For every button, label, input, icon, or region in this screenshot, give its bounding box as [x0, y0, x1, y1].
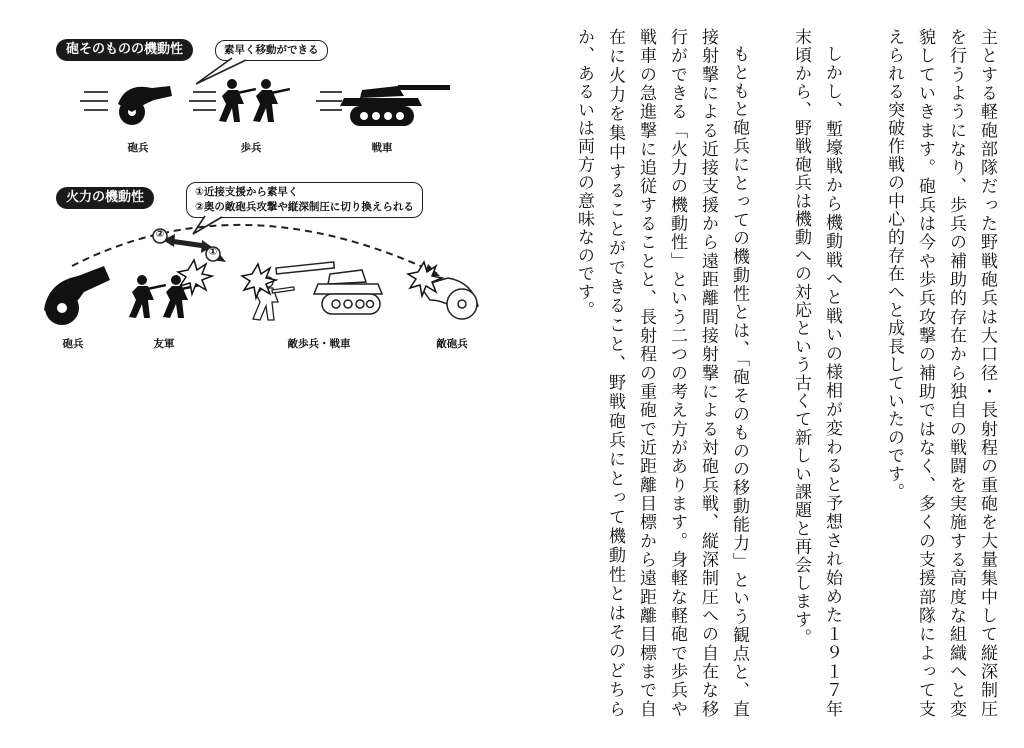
mobility-diagram — [0, 0, 520, 400]
paragraph-1: 主とする軽砲部隊だった野戦砲兵は大口径・長射程の重砲を大量集中して縦深制圧を行うようになり、歩兵の補助的存在から独自の戦闘を実施する高度な組織へと変貌していきます。砲兵は今や歩兵攻撃の補助ではなく、多くの支援部隊によって支えられる突破作戦の中心的存在へと成長していたのです。 — [884, 28, 997, 718]
cannon-icon — [44, 266, 110, 325]
speed-lines-icon — [80, 92, 108, 110]
label-friendly: 友軍 — [153, 338, 175, 350]
paragraph-3: もともと砲兵にとっての機動性とは、「砲そのものの移動能力」という観点と、直接射撃による近接支援から遠距離間接射撃による対砲兵戦、縦深制圧への自在な移行ができる「火力の機動性」という二つの考え方があります。身軽な軽砲で歩兵や戦車の急進撃に追従することと、長射程の重砲で近距離目標から遠距離目標まで自在に火力を集中することができること、野戦砲兵にとって機動性とはそのどちらか、あるいは両方の意味なのです。 — [574, 28, 749, 718]
bubble-tail — [193, 216, 222, 234]
marker-2: ② — [155, 229, 165, 240]
paragraph-2: しかし、塹壕戦から機動戦へと戦いの様相が変わると予想され始めた１９１７年末頃から、野戦砲兵は機動への対応という古くて新しい課題と再会します。 — [791, 28, 842, 718]
bubble-tail — [196, 58, 246, 84]
bubble-line-1: ①近接支援から素早く — [195, 186, 299, 198]
label-artillery: 砲兵 — [127, 142, 149, 154]
label-own-artillery: 砲兵 — [62, 338, 84, 350]
speech-bubble-move-fast: 素早く移動ができる — [215, 40, 328, 61]
speed-lines-icon — [316, 92, 342, 110]
bubble-line-2: ②奥の敵砲兵攻撃や縦深制圧に切り換えられる — [195, 201, 414, 213]
label-infantry: 歩兵 — [240, 142, 262, 154]
label-enemy-infantry-tank: 敵歩兵・戦車 — [287, 338, 351, 350]
label-tank: 戦車 — [371, 142, 393, 154]
section-title-gun-mobility: 砲そのものの機動性 — [56, 39, 193, 61]
section-title-fire-mobility: 火力の機動性 — [56, 187, 154, 209]
label-enemy-artillery: 敵砲兵 — [436, 338, 468, 350]
trajectory-arc — [72, 225, 438, 274]
marker-1: ① — [208, 247, 218, 258]
cannon-icon — [118, 86, 172, 125]
body-text — [574, 28, 1002, 718]
infantry-icon — [219, 79, 290, 122]
tank-icon — [340, 85, 450, 126]
switch-arrow-icon — [163, 234, 212, 253]
speed-lines-icon — [189, 92, 216, 110]
